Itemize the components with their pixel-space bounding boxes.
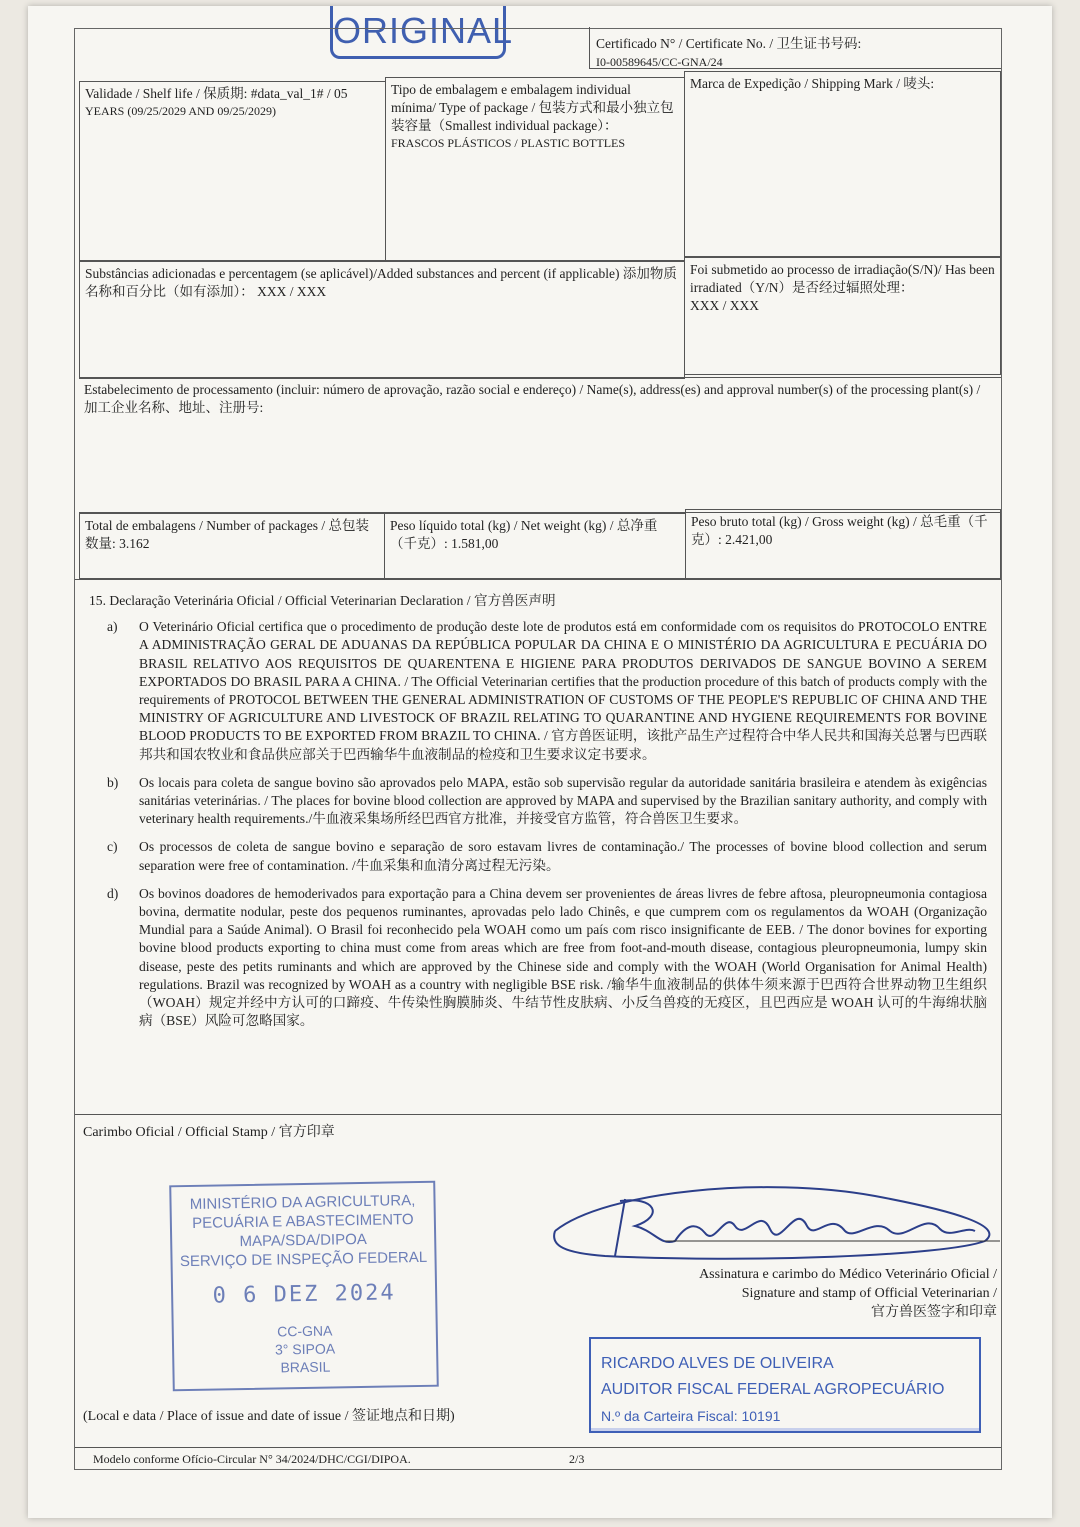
mapa-stamp-line: SERVIÇO DE INSPEÇÃO FEDERAL [179, 1248, 428, 1271]
veterinarian-stamp [589, 1337, 981, 1433]
declaration-item-letter: a) [107, 619, 118, 635]
place-and-date-label: (Local e data / Place of issue and date of issue / 签证地点和日期) [83, 1409, 455, 1424]
certificate-number-box [589, 27, 1001, 69]
signature-caption-line: Assinatura e carimbo do Médico Veterinário Oficial / [699, 1267, 997, 1282]
declaration-item [89, 618, 987, 764]
certificate-number: I0-00589645/CC-GNA/24 [596, 55, 723, 69]
model-reference: Modelo conforme Ofício-Circular N° 34/2024/DHC/CGI/DIPOA. [93, 1452, 411, 1466]
package-type-label: Tipo de embalagem e embalagem individual mínima/ Type of package / 包装方式和最小独立包装容量（Smallest individual package）： [391, 82, 674, 133]
net-weight-label: Peso líquido total (kg) / Net weight (kg) / 总净重（千克）: [390, 518, 658, 551]
substances-label: Substâncias adicionadas e percentagem (se aplicável)/Added substances and percent (if applicable) 添加物质名称和百分比（如有添加）： [85, 266, 677, 299]
mapa-stamp-location: BRASIL [280, 1358, 331, 1376]
official-stamp-section [75, 1114, 1001, 1435]
packages-cell [79, 513, 385, 579]
packages-label: Total de embalagens / Number of packages / 总包装数量: [85, 518, 369, 551]
page-number: 2/3 [569, 1452, 585, 1466]
net-weight-value: 1.581,00 [451, 536, 499, 551]
mapa-stamp-location: 3° SIPOA [274, 1340, 336, 1358]
declaration-title: 15. Declaração Veterinária Oficial / Official Veterinarian Declaration / 官方兽医声明 [89, 593, 556, 608]
signature-caption-line: Signature and stamp of Official Veterinarian / [741, 1286, 997, 1301]
signature-caption [699, 1265, 997, 1322]
substances-value: XXX / XXX [257, 284, 327, 299]
declaration-item-letter: d) [107, 885, 119, 901]
net-weight-cell [384, 513, 686, 579]
vet-stamp-line: RICARDO ALVES DE OLIVEIRA [601, 1355, 834, 1372]
certificate-form [74, 28, 1002, 1470]
mapa-stamp-line: PECUÁRIA E ABASTECIMENTO [192, 1211, 414, 1232]
declaration-item [89, 774, 987, 829]
mapa-stamp-line: MAPA/SDA/DIPOA [239, 1230, 367, 1251]
gross-weight-cell [685, 509, 1001, 579]
establishment-cell [79, 377, 1001, 513]
mapa-inspection-stamp [169, 1181, 439, 1392]
certificate-number-label: Certificado N° / Certificate No. / 卫生证书号码: [596, 36, 862, 51]
gross-weight-value: 2.421,00 [725, 532, 773, 547]
shipping-mark-cell [684, 71, 1001, 257]
declaration-item [89, 885, 987, 1031]
declaration-item-letter: c) [107, 839, 118, 855]
declaration-item-letter: b) [107, 774, 119, 790]
packages-value: 3.162 [119, 536, 150, 551]
official-stamp-label: Carimbo Oficial / Official Stamp / 官方印章 [83, 1125, 335, 1140]
signature-caption-line: 官方兽医签字和印章 [871, 1305, 997, 1320]
mapa-stamp-location: CC-GNA [277, 1322, 333, 1340]
declaration-item-text: Os processos de coleta de sangue bovino e separação de soro estavam livres de contaminação./ The processes of bovine blood collection and serum separation were free of contamination. /牛血采集和血清分离过程无污染。 [139, 839, 987, 873]
irradiation-cell [684, 257, 1001, 375]
original-stamp: ORIGINAL [330, 6, 506, 59]
declaration-item [89, 838, 987, 874]
mapa-stamp-line: MINISTÉRIO DA AGRICULTURA, [189, 1192, 416, 1213]
establishment-label: Estabelecimento de processamento (incluir: número de aprovação, razão social e endereço) / Name(s), address(es) and approval number(s) of the processing plant(s) / 加工企业名称、地址、注册号: [84, 382, 981, 415]
substances-cell [79, 261, 685, 379]
gross-weight-label: Peso bruto total (kg) / Gross weight (kg) / 总毛重（千克）: [691, 514, 988, 547]
page-footer [75, 1447, 1001, 1470]
veterinarian-signature [545, 1171, 1005, 1271]
validity-value: YEARS (09/25/2029 AND 09/25/2029) [85, 104, 277, 118]
mapa-stamp-date: 0 6 DEZ 2024 [212, 1280, 396, 1309]
package-type-cell [385, 77, 685, 261]
vet-stamp-line: AUDITOR FISCAL FEDERAL AGROPECUÁRIO [601, 1381, 945, 1398]
validity-cell [79, 81, 386, 261]
declaration-item-text: O Veterinário Oficial certifica que o procedimento de produção deste lote de produtos está em conformidade com os requisitos do PROTOCOLO ENTRE A ADMINISTRAÇÃO GERAL DE ADUANAS DA REPÚBLICA POPULAR DA CHINA E O MINISTÉRIO DA AGRICULTURA E PECUÁRIA DO BRASIL RELATIVO AOS REQUISITOS DE QUARENTENA E HIGIENE PARA PRODUTOS DERIVADOS DE SANGUE BOVINO A SEREM EXPORTADOS DO BRASIL PARA A CHINA. / The Official Veterinarian certifies that the production procedure of this batch of products comply with the requirements of PROTOCOL BETWEEN THE GENERAL ADMINISTRATION OF CUSTOMS OF THE PEOPLE'S REPUBLIC OF CHINA AND THE MINISTRY OF AGRICULTURE AND LIVESTOCK OF BRAZIL RELATING TO QUARANTINE AND HYGIENE REQUIREMENTS FOR BOVINE BLOOD PRODUCTS TO BE EXPORTED FROM BRAZIL TO CHINA. / 官方兽医证明，该批产品生产过程符合中华人民共和国海关总署与巴西联邦共和国农牧业和食品供应部关于巴西输华牛血液制品的检疫和卫生要求议定书要求。 [139, 619, 987, 762]
irradiation-label: Foi submetido ao processo de irradiação(S/N)/ Has been irradiated（Y/N）是否经过辐照处理： [690, 262, 995, 295]
vet-stamp-line: N.º da Carteira Fiscal: 10191 [601, 1408, 781, 1424]
veterinary-declaration [75, 579, 1001, 1114]
declaration-item-text: Os bovinos doadores de hemoderivados para exportação para a China devem ser provenientes de áreas livres de febre aftosa, pleuropneumonia contagiosa bovina, dermatite nodular, peste dos pequenos ruminantes, aprovadas pelo lado Chinês, e que cumprem com os regulamentos da WOAH (Organização Mundial para a Saúde Animal). O Brasil foi reconhecido pela WOAH como um país com risco insignificante de EEB. / The donor bovines for exporting bovine blood products exporting to china must come from areas which are free from foot-and-mouth disease, contagious pleuropneumonia, lumpy skin disease, peste des petits ruminants and which are approved by the Chinese side and comply with the WOAH (World Organisation for Animal Health) regulations. Brazil was recognized by WOAH as a country with negligible BSE risk. /输华牛血液制品的供体牛须来源于巴西符合世界动物卫生组织（WOAH）规定并经中方认可的口蹄疫、牛传染性胸膜肺炎、牛结节性皮肤病、小反刍兽疫的无疫区，且巴西应是 WOAH 认可的牛海绵状脑病（BSE）风险可忽略国家。 [139, 885, 987, 1029]
validity-label: Validade / Shelf life / 保质期: #data_val_1# / 05 [85, 86, 348, 101]
package-type-value: FRASCOS PLÁSTICOS / PLASTIC BOTTLES [391, 136, 626, 150]
shipping-mark-label: Marca de Expedição / Shipping Mark / 唛头: [690, 76, 935, 91]
declaration-item-text: Os locais para coleta de sangue bovino são aprovados pelo MAPA, estão sob supervisão regular da autoridade sanitária brasileira e atendem às exigências sanitárias veterinárias. / The places for bovine blood collection are approved by MAPA and supervised by the Brazilian sanitary authority, and comply with veterinary health requirements./牛血液采集场所经巴西官方批准，并接受官方监管，符合兽医卫生要求。 [139, 774, 987, 827]
irradiation-value: XXX / XXX [690, 298, 759, 313]
